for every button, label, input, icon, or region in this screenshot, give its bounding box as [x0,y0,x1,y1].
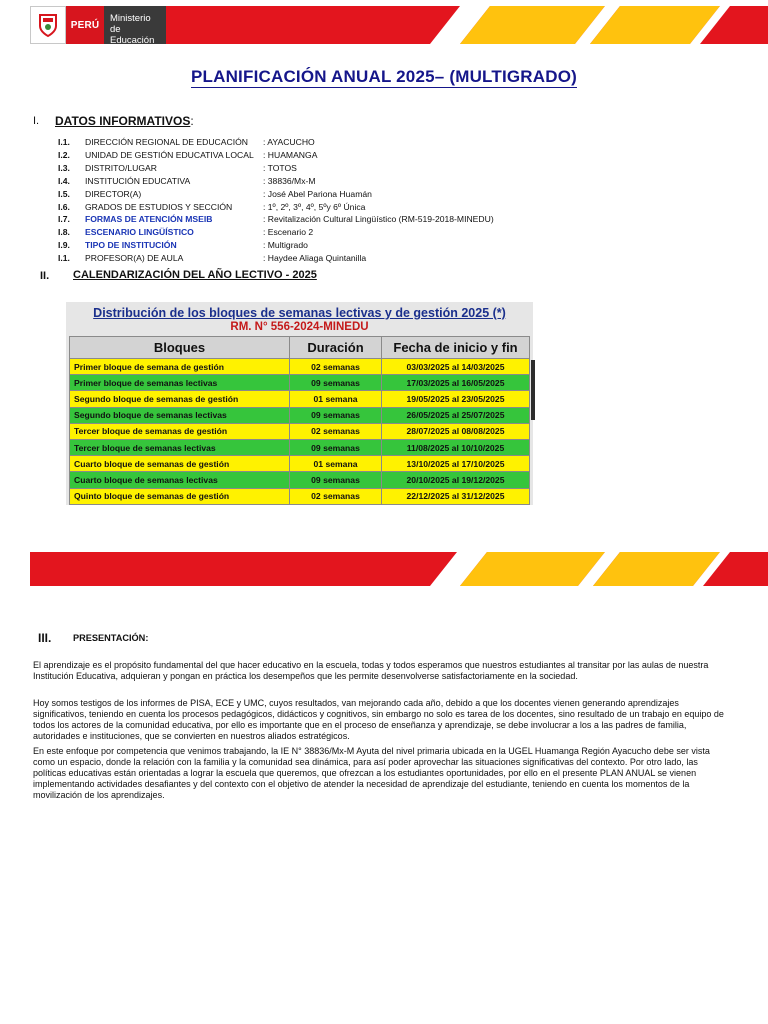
info-value: : Multigrado [263,240,308,251]
calendar-cell-block: Primer bloque de semana de gestión [70,359,290,375]
calendar-row [70,439,530,455]
logo-peru-text: PERÚ [66,6,104,44]
info-row [58,136,494,149]
calendar-cell-block: Primer bloque de semanas lectivas [70,375,290,391]
calendar-header-fechas: Fecha de inicio y fin [382,337,530,359]
calendar-cell-block: Cuarto bloque de semanas de gestión [70,456,290,472]
info-value: : 38836/Mx-M [263,175,316,186]
calendar-block [66,302,533,505]
calendar-cell-duration: 09 semanas [290,375,382,391]
info-label: ESCENARIO LINGÜÍSTICO [85,227,194,238]
info-row [58,239,494,252]
info-value: : HUAMANGA [263,149,318,160]
calendar-cell-block: Quinto bloque de semanas de gestión [70,488,290,504]
info-label: GRADOS DE ESTUDIOS Y SECCIÓN [85,201,233,212]
ministry-logo [30,6,166,44]
info-value: : Escenario 2 [263,227,314,238]
calendar-header-row [70,337,530,359]
section2-number: II. [40,270,50,282]
info-row [58,213,494,226]
calendar-cell-dates: 22/12/2025 al 31/12/2025 [382,488,530,504]
info-label: PROFESOR(A) DE AULA [85,253,184,264]
calendar-cell-dates: 26/05/2025 al 25/07/2025 [382,407,530,423]
info-row [58,252,494,265]
info-row [58,149,494,162]
calendar-cell-block: Cuarto bloque de semanas lectivas [70,472,290,488]
section1-heading-text: DATOS INFORMATIVOS [55,114,191,128]
calendar-cell-block: Tercer bloque de semanas lectivas [70,439,290,455]
calendar-cell-dates: 13/10/2025 al 17/10/2025 [382,456,530,472]
calendar-cell-duration: 09 semanas [290,439,382,455]
calendar-cell-dates: 28/07/2025 al 08/08/2025 [382,423,530,439]
calendar-edge-shadow [531,360,535,420]
section1-number: I. [33,115,40,127]
calendar-row [70,391,530,407]
info-number: I.7. [58,214,70,225]
calendar-row [70,407,530,423]
info-label: DIRECCIÓN REGIONAL DE EDUCACIÓN [85,137,248,147]
info-row [58,188,494,201]
info-row [58,201,494,214]
peru-shield-icon [30,6,66,44]
info-row [58,162,494,175]
calendar-row [70,456,530,472]
info-value: : 1º, 2º, 3º, 4º, 5ºy 6º Única [263,201,366,212]
info-value: : AYACUCHO [263,137,315,147]
info-value: : Haydee Aliaga Quintanilla [263,253,367,264]
calendar-row [70,488,530,504]
calendar-cell-duration: 02 semanas [290,488,382,504]
info-number: I.9. [58,240,70,251]
calendar-cell-duration: 01 semana [290,391,382,407]
section3-number: III. [38,631,52,645]
datos-informativos-list [58,136,494,265]
calendar-cell-dates: 19/05/2025 al 23/05/2025 [382,391,530,407]
logo-ministry-line1: Ministerio [110,13,151,24]
info-number: I.4. [58,175,70,186]
calendar-header-bloques: Bloques [70,337,290,359]
info-row [58,175,494,188]
info-value: : José Abel Pariona Huamán [263,188,372,199]
calendar-cell-duration: 02 semanas [290,359,382,375]
calendar-cell-dates: 17/03/2025 al 16/05/2025 [382,375,530,391]
calendar-cell-duration: 01 semana [290,456,382,472]
calendar-cell-dates: 20/10/2025 al 19/12/2025 [382,472,530,488]
logo-ministry-text [104,6,166,44]
calendar-cell-duration: 09 semanas [290,472,382,488]
document-title-text: PLANIFICACIÓN ANUAL 2025– (MULTIGRADO) [190,67,578,86]
info-label: TIPO DE INSTITUCIÓN [85,240,177,251]
document-title [0,67,768,87]
calendar-header-duracion: Duración [290,337,382,359]
section1-heading-suffix: : [190,114,194,128]
info-label: UNIDAD DE GESTIÓN EDUCATIVA LOCAL [85,149,254,160]
info-number: I.1. [58,253,70,264]
info-number: I.2. [58,149,70,160]
section1-heading [55,114,194,128]
calendar-cell-block: Tercer bloque de semanas de gestión [70,423,290,439]
calendar-cell-block: Segundo bloque de semanas de gestión [70,391,290,407]
calendar-cell-duration: 09 semanas [290,407,382,423]
info-number: I.1. [58,137,70,147]
presentation-paragraph-3: En este enfoque por competencia que venimos trabajando, la IE N° 38836/Mx-M Ayuta del nivel primaria ubicada en la UGEL Huamanga Región Ayacucho debe ser vista como un espacio, donde la relación con la familia y la comunidad sea dinámica, para así poder aprovechar las situaciones significativas del contexto. Por otro lado, las políticas educativas están orientadas a lograr la escuela que queremos, que ofrezcan a los estudiantes oportunidades, por ello en el presente PLAN ANUAL se vienen implementando actividades desafiantes y del contexto con el objetivo de atender la necesidad de aprendizaje del estudiante, teniendo en cuenta los momentos de la movilización de los aprendizajes. [33,746,710,800]
info-label: DIRECTOR(A) [85,188,142,199]
divider-stripes-graphic [30,552,768,586]
calendar-row [70,375,530,391]
calendar-cell-dates: 11/08/2025 al 10/10/2025 [382,439,530,455]
info-row [58,226,494,239]
presentation-paragraph-1: El aprendizaje es el propósito fundamental del que hacer educativo en la escuela, todas y todos esperamos que nuestros estudiantes al transitar por las aulas de nuestra Institución Educativa, adquieran y pongan en práctica los desempeños que les permite desenvolverse satisfactoriamente en la sociedad. [33,660,709,681]
info-number: I.3. [58,162,70,173]
info-number: I.6. [58,201,70,212]
calendar-row [70,472,530,488]
section3-heading: PRESENTACIÓN: [73,633,149,643]
logo-ministry-line2: de Educación [110,24,155,46]
calendar-row [70,423,530,439]
info-value: : Revitalización Cultural Lingüístico (RM-519-2018-MINEDU) [263,214,494,225]
info-number: I.5. [58,188,70,199]
info-label: FORMAS DE ATENCIÓN MSEIB [85,214,213,225]
info-label: DISTRITO/LUGAR [85,162,157,173]
calendar-title-text: Distribución de los bloques de semanas lectivas y de gestión 2025 (*) [93,306,506,320]
divider-banner [30,552,768,586]
info-label: INSTITUCIÓN EDUCATIVA [85,175,191,186]
calendar-subtitle: RM. N° 556-2024-MINEDU [230,321,369,333]
calendar-cell-duration: 02 semanas [290,423,382,439]
info-number: I.8. [58,227,70,238]
info-value: : TOTOS [263,162,297,173]
calendar-row [70,359,530,375]
calendar-cell-dates: 03/03/2025 al 14/03/2025 [382,359,530,375]
calendar-table [69,336,530,505]
section2-heading: CALENDARIZACIÓN DEL AÑO LECTIVO - 2025 [73,269,317,281]
calendar-title [66,306,533,320]
calendar-cell-block: Segundo bloque de semanas lectivas [70,407,290,423]
presentation-paragraph-2: Hoy somos testigos de los informes de PISA, ECE y UMC, cuyos resultados, van mejorando cada año, debido a que los docentes vienen generando aprendizajes significativos, teniendo en cuenta los procesos pedagógicos, didácticos y cognitivos, sin embargo no solo es tarea de los docentes, sino resultado de un trabajo en equipo de todos los actores de la comunidad educativa, por ello es importante que en el proceso de enseñanza y aprendizaje, se debe involucrar a los a las padres de familia, autoridades e instituciones, que se convierten en nuestros aliados estratégicos. [33,698,724,741]
